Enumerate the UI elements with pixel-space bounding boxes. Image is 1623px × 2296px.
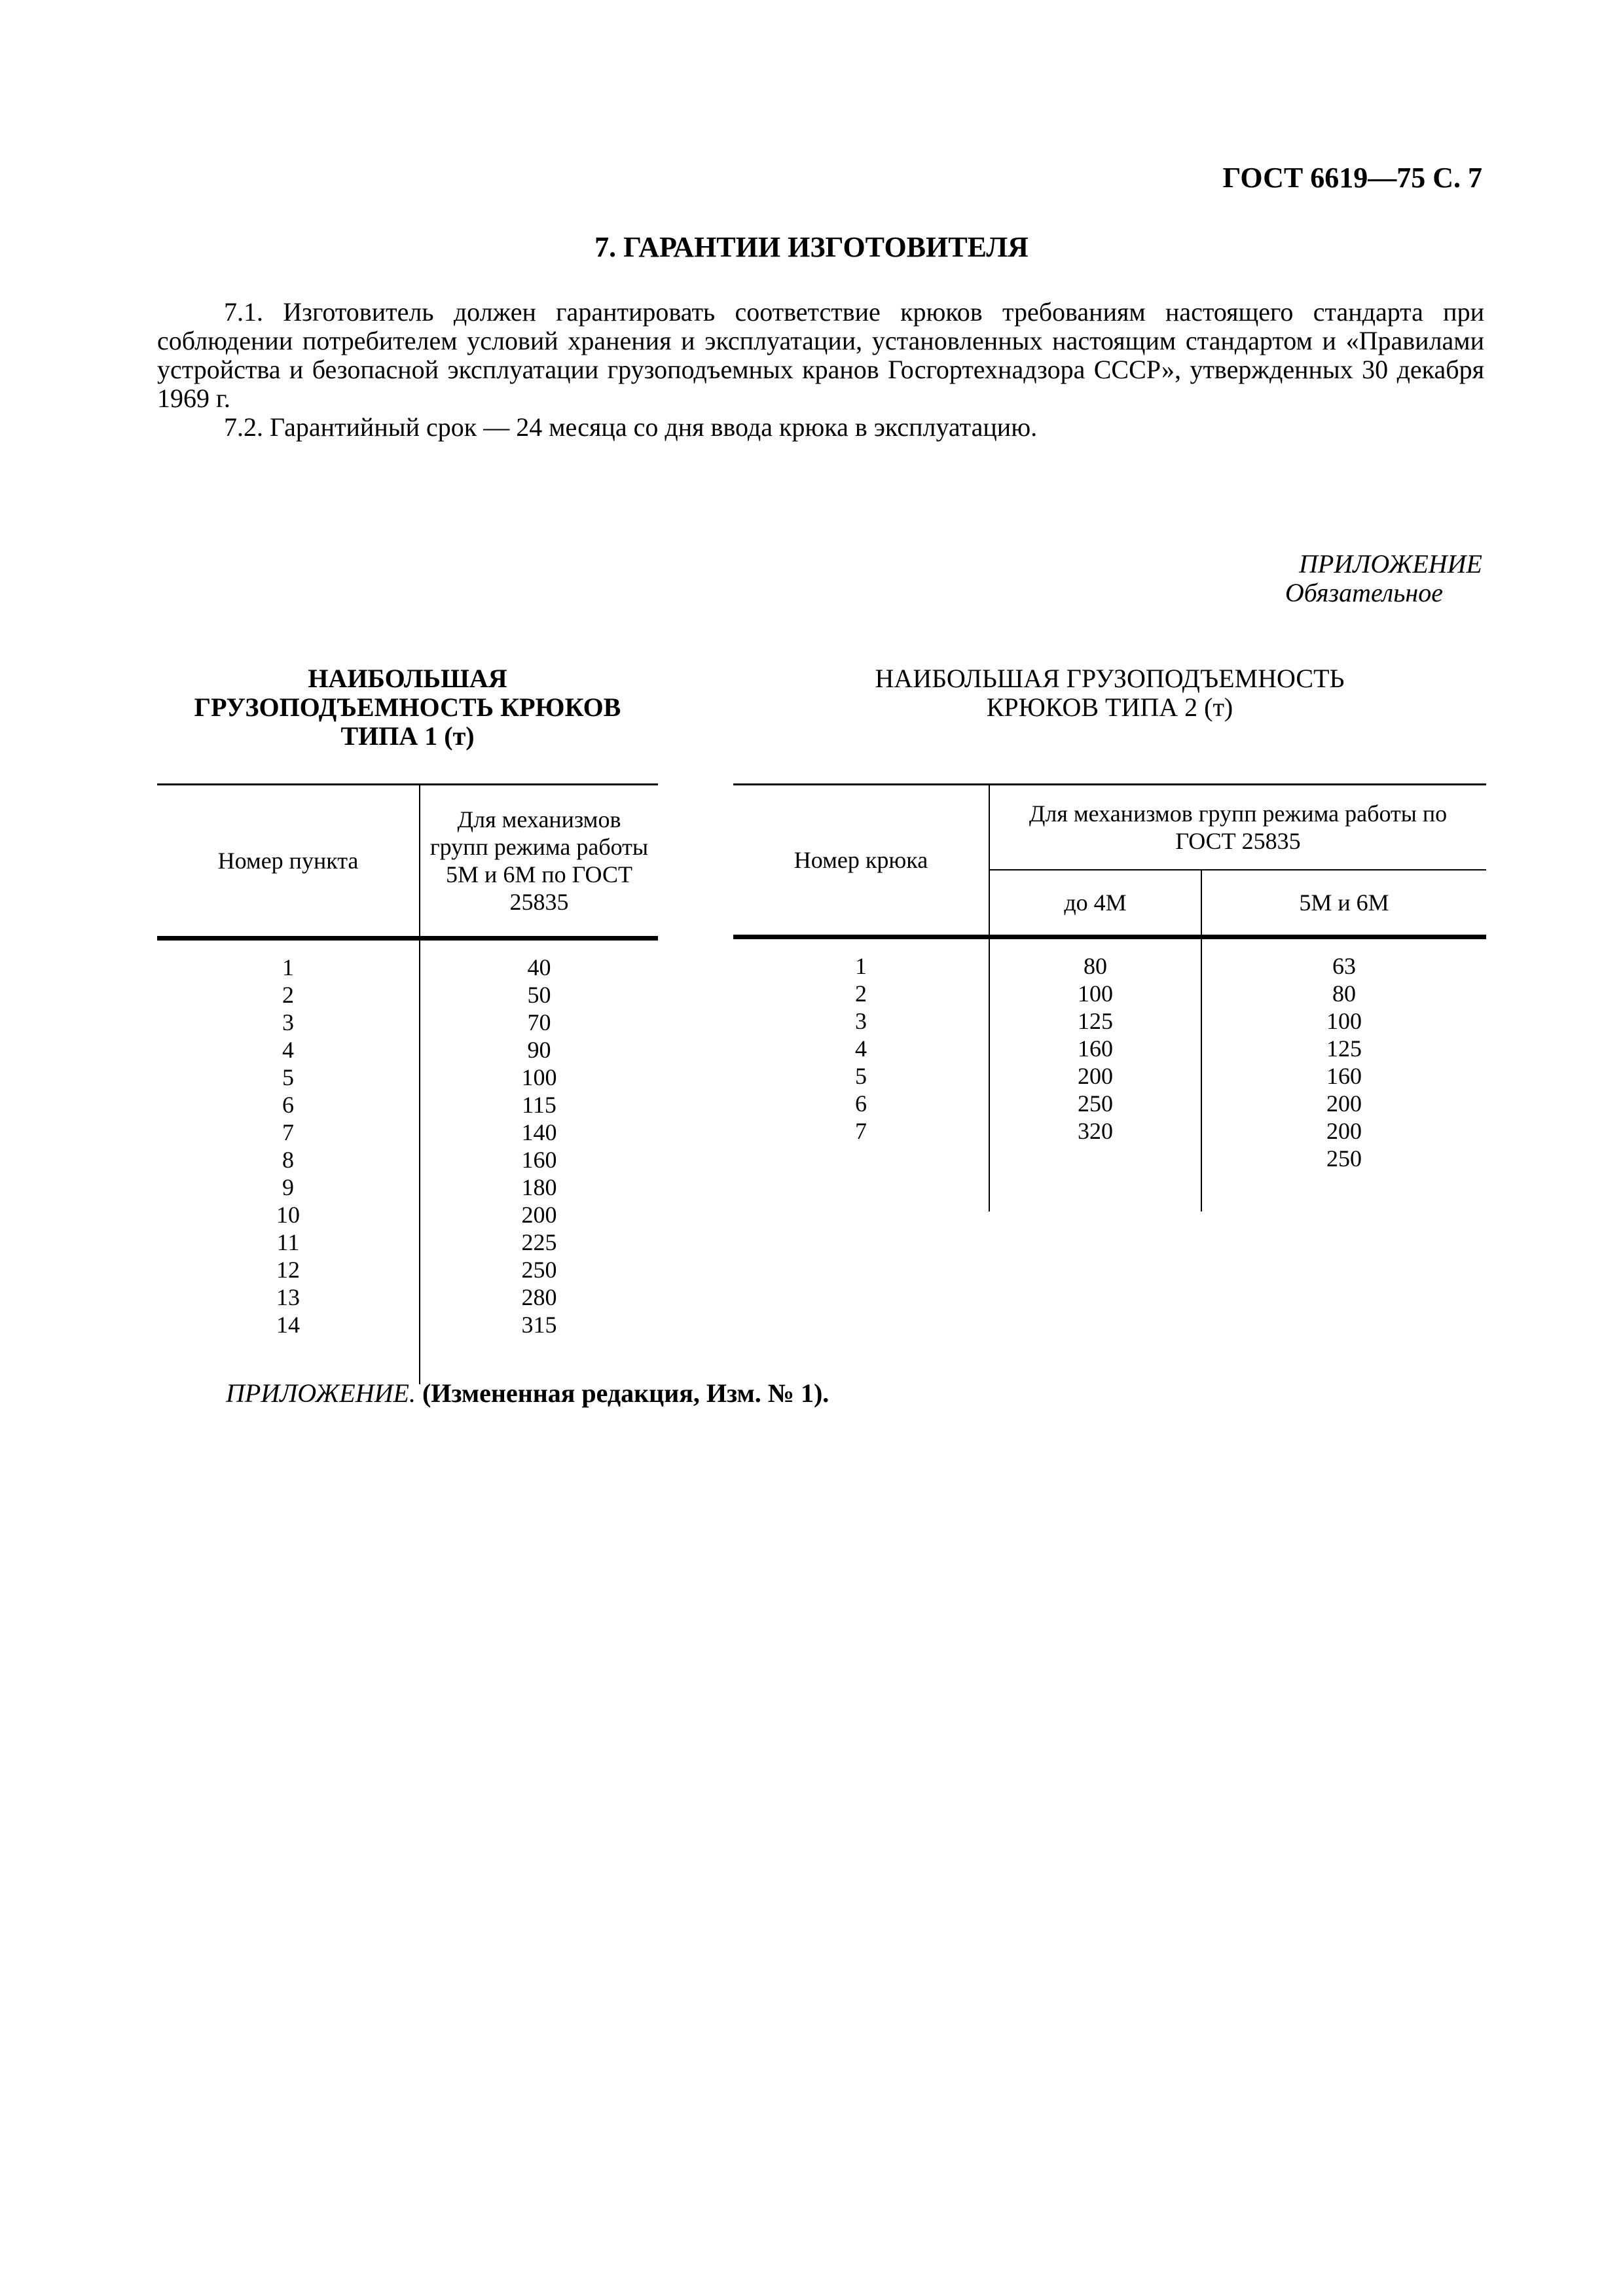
- table-cell: 160: [420, 1146, 658, 1174]
- table-cell: 7: [855, 1118, 867, 1144]
- table-type2-capacity: [733, 783, 1486, 1211]
- table-cell: 100: [1201, 1007, 1486, 1035]
- table2-header-up-to-4m: до 4М: [989, 870, 1201, 937]
- table-cell: 200: [1201, 1090, 1486, 1117]
- table-row: [733, 1035, 1486, 1062]
- table-cell: 100: [989, 980, 1201, 1007]
- table-cell: 50: [420, 981, 658, 1009]
- table-row: [733, 1145, 1486, 1172]
- table-cell: 90: [420, 1036, 658, 1064]
- table-cell: 6: [282, 1092, 294, 1118]
- table-cell: 6: [855, 1090, 867, 1117]
- table-row: [157, 981, 658, 1009]
- table-cell: 80: [989, 937, 1201, 980]
- table-row: [733, 1090, 1486, 1117]
- paragraph-7-1-text: 7.1. Изготовитель должен гарантировать соответствие крюков требованиям настоящего стандарта при соблюдении потребителем условий хранения и эксплуатации, установленных настоящим стандартом и «Правилами устройства и безопасной эксплуатации грузоподъемных кранов Госгортехнадзора СССР», утвержденных 30 декабря 1969 г.: [157, 297, 1484, 413]
- table2-title: [733, 664, 1486, 722]
- table-cell: 2: [855, 980, 867, 1007]
- table-cell: 4: [855, 1035, 867, 1062]
- table-cell: 225: [420, 1229, 658, 1256]
- table-row: [733, 1172, 1486, 1211]
- table2-header-5m-6m: 5М и 6М: [1201, 870, 1486, 937]
- table-cell: 250: [989, 1090, 1201, 1117]
- table-row: [157, 1229, 658, 1256]
- table-cell: [1201, 1172, 1486, 1211]
- table-cell: 80: [1201, 980, 1486, 1007]
- table-cell: 4: [282, 1037, 294, 1063]
- table-cell: [733, 1172, 989, 1211]
- table-cell: 8: [282, 1147, 294, 1173]
- table-row: [157, 1256, 658, 1283]
- table-cell: 11: [276, 1229, 300, 1255]
- appendix-title: ПРИЛОЖЕНИЕ: [1299, 549, 1482, 579]
- table-cell: 200: [989, 1062, 1201, 1090]
- table-cell: 280: [420, 1283, 658, 1311]
- table-row: [157, 1283, 658, 1311]
- table-cell: 5: [282, 1064, 294, 1090]
- table-cell: 200: [420, 1201, 658, 1229]
- table-cell: 115: [420, 1091, 658, 1119]
- table-cell: 1: [282, 954, 294, 980]
- table-row: [157, 1091, 658, 1119]
- table-cell: 63: [1201, 937, 1486, 980]
- table-row: [157, 1009, 658, 1036]
- table-cell: 2: [282, 982, 294, 1008]
- paragraph-7-2-text: 7.2. Гарантийный срок — 24 месяца со дня ввода крюка в эксплуатацию.: [224, 412, 1038, 442]
- table-cell: 250: [420, 1256, 658, 1283]
- table-cell: 12: [276, 1257, 300, 1283]
- table-cell: 7: [282, 1119, 294, 1145]
- table-type1-capacity: [157, 783, 658, 1384]
- table-row: [157, 1146, 658, 1174]
- table-row: [157, 1036, 658, 1064]
- table2-body: [733, 937, 1486, 1212]
- table-row: [733, 1007, 1486, 1035]
- table-cell: 140: [420, 1119, 658, 1146]
- table-cell: 315: [420, 1311, 658, 1338]
- table-row: [157, 1311, 658, 1338]
- appendix-footnote: [226, 1378, 829, 1408]
- table-cell: 70: [420, 1009, 658, 1036]
- table1-title-line: ГРУЗОПОДЪЕМНОСТЬ КРЮКОВ: [194, 692, 621, 722]
- appendix-label: [1285, 550, 1482, 607]
- table-cell: 100: [420, 1064, 658, 1091]
- table-cell: 3: [282, 1009, 294, 1035]
- table1-body: [157, 939, 658, 1385]
- table-cell: [733, 1145, 989, 1172]
- section-title: 7. ГАРАНТИИ ИЗГОТОВИТЕЛЯ: [594, 231, 1029, 263]
- table1-title: [157, 664, 658, 751]
- table-row: [157, 939, 658, 982]
- table-cell: 1: [855, 953, 867, 979]
- table1-title-line: НАИБОЛЬШАЯ: [308, 664, 507, 693]
- table-cell: 3: [855, 1008, 867, 1034]
- table-row: [157, 1064, 658, 1091]
- table-cell: [989, 1145, 1201, 1172]
- table-cell: 160: [989, 1035, 1201, 1062]
- table-cell: 250: [1201, 1145, 1486, 1172]
- table2-header-group: Для механизмов групп режима работы по ГОСТ 25835: [989, 785, 1486, 870]
- table-row: [157, 1174, 658, 1201]
- table-cell: 40: [420, 939, 658, 982]
- table-cell: 10: [276, 1202, 300, 1228]
- table-cell: 320: [989, 1117, 1201, 1145]
- table-cell: 180: [420, 1174, 658, 1201]
- appendix-subtitle: Обязательное: [1285, 578, 1443, 607]
- table-cell: [989, 1172, 1201, 1211]
- footnote-italic: ПРИЛОЖЕНИЕ.: [226, 1378, 416, 1408]
- table-row: [157, 1201, 658, 1229]
- table-row: [733, 1062, 1486, 1090]
- table-cell: 160: [1201, 1062, 1486, 1090]
- paragraph-7-1: [157, 298, 1484, 413]
- table-row: [157, 1119, 658, 1146]
- table1-header-capacity: Для механизмов групп режима работы 5М и 6М по ГОСТ 25835: [420, 785, 658, 939]
- table-row: [733, 980, 1486, 1007]
- paragraph-7-2: [157, 413, 1484, 442]
- section-text: [157, 298, 1484, 442]
- table1-header-number: Номер пункта: [157, 785, 420, 939]
- table2-title-line: НАИБОЛЬШАЯ ГРУЗОПОДЪЕМНОСТЬ: [875, 664, 1345, 693]
- table2-header-number: Номер крюка: [733, 785, 989, 937]
- table-cell: 200: [1201, 1117, 1486, 1145]
- table-cell: 125: [1201, 1035, 1486, 1062]
- table1-title-line: ТИПА 1 (т): [340, 721, 475, 751]
- table2-title-line: КРЮКОВ ТИПА 2 (т): [986, 692, 1233, 722]
- table-row: [733, 937, 1486, 980]
- table-cell: 125: [989, 1007, 1201, 1035]
- document-reference: ГОСТ 6619—75 С. 7: [1222, 162, 1482, 194]
- table-cell: 13: [276, 1284, 300, 1310]
- table-cell: 14: [276, 1312, 300, 1338]
- table-row: [733, 1117, 1486, 1145]
- footnote-bold: (Измененная редакция, Изм. № 1).: [422, 1378, 830, 1408]
- table-cell: 9: [282, 1174, 294, 1200]
- table-cell: 5: [855, 1063, 867, 1089]
